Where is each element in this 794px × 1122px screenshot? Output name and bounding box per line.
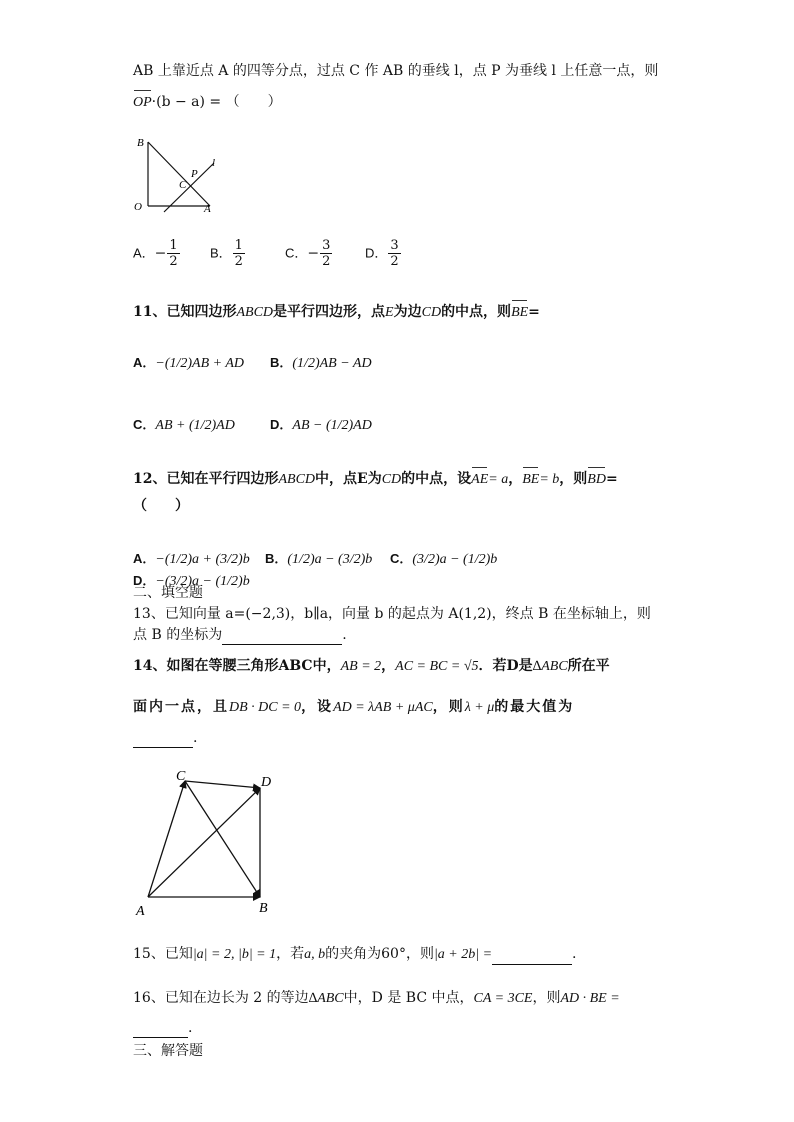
q10-option-a[interactable]: A．− $\frac{1}{2}$ xyxy=(133,238,178,269)
q10-label-l: l xyxy=(212,157,216,169)
q10-vector-op: OP xyxy=(133,93,152,113)
q10-option-b[interactable]: B． $\frac{1}{2}$ xyxy=(210,238,243,269)
q14-label-b: B xyxy=(259,901,268,916)
q11-option-a[interactable]: A．−(1/2)AB + AD xyxy=(133,355,245,371)
q12-option-b[interactable]: B．(1/2)a − (3/2)b xyxy=(265,551,373,567)
q10-segment-ab xyxy=(148,142,210,206)
q12-vector-bd: BD xyxy=(587,470,606,490)
q10-label-a: A xyxy=(204,203,211,215)
q14-vector-cd xyxy=(185,781,260,788)
q13-answer-blank[interactable] xyxy=(222,644,342,645)
q11-stem: 11、已知四边形ABCD是平行四边形，点E为边CD的中点，则BE= xyxy=(133,302,540,323)
q14-line3: . xyxy=(133,728,197,748)
q11-option-d[interactable]: D．AB − (1/2)AD xyxy=(270,417,372,433)
q16-stem: 16、已知在边长为 2 的等边∆ABC中，D 是 BC 中点，CA = 3CE，则AD · BE = xyxy=(133,990,620,1006)
q10-figure xyxy=(128,130,228,220)
q14-line1: 14、如图在等腰三角形ABC中，AB = 2，AC = BC = √5．若D是∆ABC所在平 xyxy=(133,658,610,674)
q11-option-c[interactable]: C．AB + (1/2)AD xyxy=(133,417,235,433)
q13-line2: 点 B 的坐标为 . xyxy=(133,627,347,643)
q10-label-c: C xyxy=(179,179,187,191)
q14-label-a: A xyxy=(136,904,145,919)
q14-line2: 面内一点，且DB · DC = 0，设AD = λAB + μAC，则λ + μ的最大值为 xyxy=(133,699,575,715)
q14-figure xyxy=(130,765,290,920)
q12-vector-be: BE xyxy=(522,470,539,490)
q14-label-d: D xyxy=(261,775,272,790)
q14-label-c: C xyxy=(176,769,186,784)
q14-answer-blank[interactable] xyxy=(133,747,193,748)
q12-vector-ae: AE xyxy=(471,470,488,490)
q16-answer-blank[interactable] xyxy=(133,1037,188,1038)
q12-answer-paren: （ ） xyxy=(133,498,189,514)
q10-expression-rest: ·(b − a) = （ ） xyxy=(151,94,282,110)
q12-option-c[interactable]: C．(3/2)a − (1/2)b xyxy=(390,551,498,567)
q13-line1: 13、已知向量 a=(−2,3)，b∥a，向量 b 的起点为 A(1,2)，终点 B 在坐标轴上，则 xyxy=(133,606,651,622)
q10-option-d[interactable]: D． $\frac{3}{2}$ xyxy=(365,238,399,269)
q15-stem: 15、已知|a| = 2, |b| = 1，若a, b的夹角为60°，则|a + 2b| = . xyxy=(133,944,577,965)
q12-option-d[interactable]: D．−(3/2)a − (1/2)b xyxy=(133,573,250,589)
q12-option-a[interactable]: A．−(1/2)a + (3/2)b xyxy=(133,551,250,567)
section-heading-fill-in: 二、填空题 xyxy=(133,584,203,600)
q10-label-p: P xyxy=(191,168,198,180)
q10-label-b: B xyxy=(137,137,144,149)
section-heading-solutions: 三、解答题 xyxy=(133,1042,203,1058)
q11-option-b[interactable]: B．(1/2)AB − AD xyxy=(270,355,372,371)
q16-answer-line: . xyxy=(133,1018,192,1038)
q11-vector-be: BE xyxy=(511,303,528,323)
q15-answer-blank[interactable] xyxy=(492,964,572,965)
q10-label-o: O xyxy=(134,201,142,213)
q10-stem-text: AB 上靠近点 A 的四等分点，过点 C 作 AB 的垂线 l，点 P 为垂线 l 上任意一点，则 xyxy=(133,63,659,79)
q10-expression xyxy=(133,92,282,113)
q12-stem: 12、已知在平行四边形ABCD中，点E为CD的中点，设AE= a，BE= b，则BD= xyxy=(133,469,618,490)
q10-option-c[interactable]: C．− $\frac{3}{2}$ xyxy=(285,238,331,269)
q10-stem-line1 xyxy=(133,61,658,81)
